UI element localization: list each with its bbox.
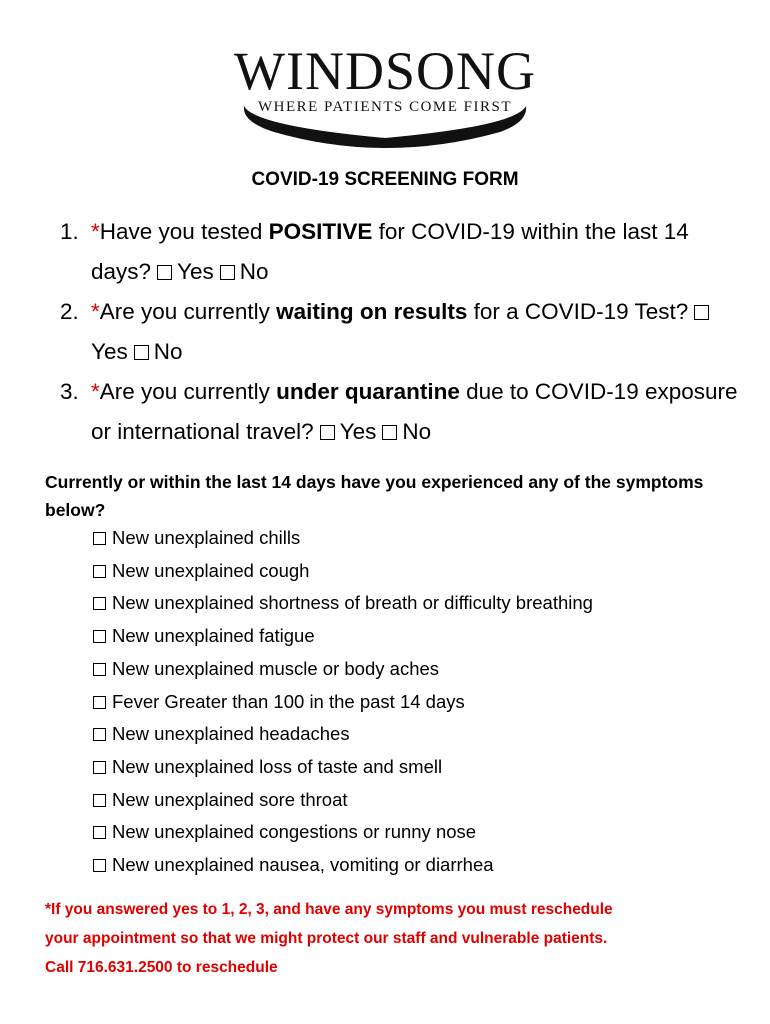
required-marker: *: [91, 379, 100, 404]
symptom-label: New unexplained congestions or runny nose: [112, 821, 477, 843]
no-checkbox[interactable]: [382, 425, 397, 440]
symptom-checkbox[interactable]: [93, 826, 106, 839]
symptom-label: New unexplained fatigue: [112, 625, 315, 647]
symptom-label: New unexplained loss of taste and smell: [112, 755, 443, 777]
symptom-checkbox[interactable]: [93, 728, 106, 741]
symptom-item: [93, 555, 593, 588]
form-title: COVID-19 SCREENING FORM: [251, 169, 519, 190]
symptom-checkbox[interactable]: [93, 597, 106, 610]
question-2: [60, 292, 750, 372]
screening-questions: [60, 212, 750, 452]
symptom-checkbox[interactable]: [93, 663, 106, 676]
symptom-label: New unexplained chills: [112, 527, 301, 548]
symptom-label: New unexplained headaches: [112, 723, 350, 745]
warning-line: Call 716.631.2500 to reschedule: [45, 959, 278, 976]
question-3: [60, 372, 750, 452]
question-text: for COVID-19 within the last 14 days?: [91, 219, 689, 284]
no-label: No: [153, 339, 183, 364]
windsong-logo: [0, 38, 770, 150]
yes-checkbox[interactable]: [320, 425, 335, 440]
no-label: No: [402, 419, 432, 444]
symptom-label: New unexplained muscle or body aches: [112, 657, 440, 679]
symptom-item: [93, 751, 593, 784]
symptom-label: New unexplained shortness of breath or difficulty breathing: [112, 592, 593, 614]
symptom-checkbox[interactable]: [93, 859, 106, 872]
question-text: Are you currently: [99, 379, 277, 404]
symptom-checkbox[interactable]: [93, 630, 106, 643]
symptom-item: [93, 653, 593, 686]
symptom-checkbox[interactable]: [93, 565, 106, 578]
symptom-checklist: [93, 522, 593, 882]
required-marker: *: [91, 219, 100, 244]
question-number: 2.: [60, 299, 79, 324]
warning-line: your appointment so that we might protect our staff and vulnerable patients.: [45, 930, 608, 947]
symptom-item: [93, 686, 593, 719]
warning-line: *If you answered yes to 1, 2, 3, and have any symptoms you must reschedule: [45, 901, 613, 918]
required-marker: *: [91, 299, 100, 324]
symptom-label: New unexplained nausea, vomiting or diarrhea: [112, 854, 494, 876]
question-text: due to COVID-19 exposure or international travel?: [91, 379, 738, 444]
logo-tagline: WHERE PATIENTS COME FIRST: [257, 99, 513, 115]
logo-wordmark: WINDSONG: [234, 41, 536, 101]
symptom-item: [93, 718, 593, 751]
no-checkbox[interactable]: [134, 345, 149, 360]
symptom-item: [93, 522, 593, 555]
question-number: 3.: [60, 379, 79, 404]
symptom-checkbox[interactable]: [93, 696, 106, 709]
symptom-item: [93, 849, 593, 882]
question-number: 1.: [60, 219, 79, 244]
symptom-item: [93, 816, 593, 849]
no-label: No: [239, 259, 269, 284]
yes-label: Yes: [339, 419, 377, 444]
logo-swoosh-icon: [238, 104, 532, 150]
question-1: [60, 212, 750, 292]
question-emphasis: under quarantine: [276, 379, 460, 404]
question-text: for a COVID-19 Test?: [467, 299, 689, 324]
symptom-checkbox[interactable]: [93, 761, 106, 774]
reschedule-warning: [45, 895, 745, 982]
symptoms-prompt: Currently or within the last 14 days have you experienced any of the symptoms below?: [45, 472, 704, 520]
question-emphasis: POSITIVE: [268, 219, 373, 244]
symptom-label: Fever Greater than 100 in the past 14 days: [112, 690, 465, 712]
question-text: Have you tested: [99, 219, 269, 244]
yes-label: Yes: [91, 339, 128, 364]
symptom-checkbox[interactable]: [93, 794, 106, 807]
symptom-label: New unexplained sore throat: [112, 788, 348, 810]
symptom-item: [93, 587, 593, 620]
yes-checkbox[interactable]: [157, 265, 172, 280]
symptom-label: New unexplained cough: [112, 559, 310, 581]
question-emphasis: waiting on results: [276, 299, 468, 324]
symptom-checkbox[interactable]: [93, 532, 106, 545]
question-text: Are you currently: [99, 299, 277, 324]
symptom-item: [93, 784, 593, 817]
symptom-item: [93, 620, 593, 653]
yes-checkbox[interactable]: [694, 305, 709, 320]
no-checkbox[interactable]: [220, 265, 235, 280]
yes-label: Yes: [177, 259, 214, 284]
